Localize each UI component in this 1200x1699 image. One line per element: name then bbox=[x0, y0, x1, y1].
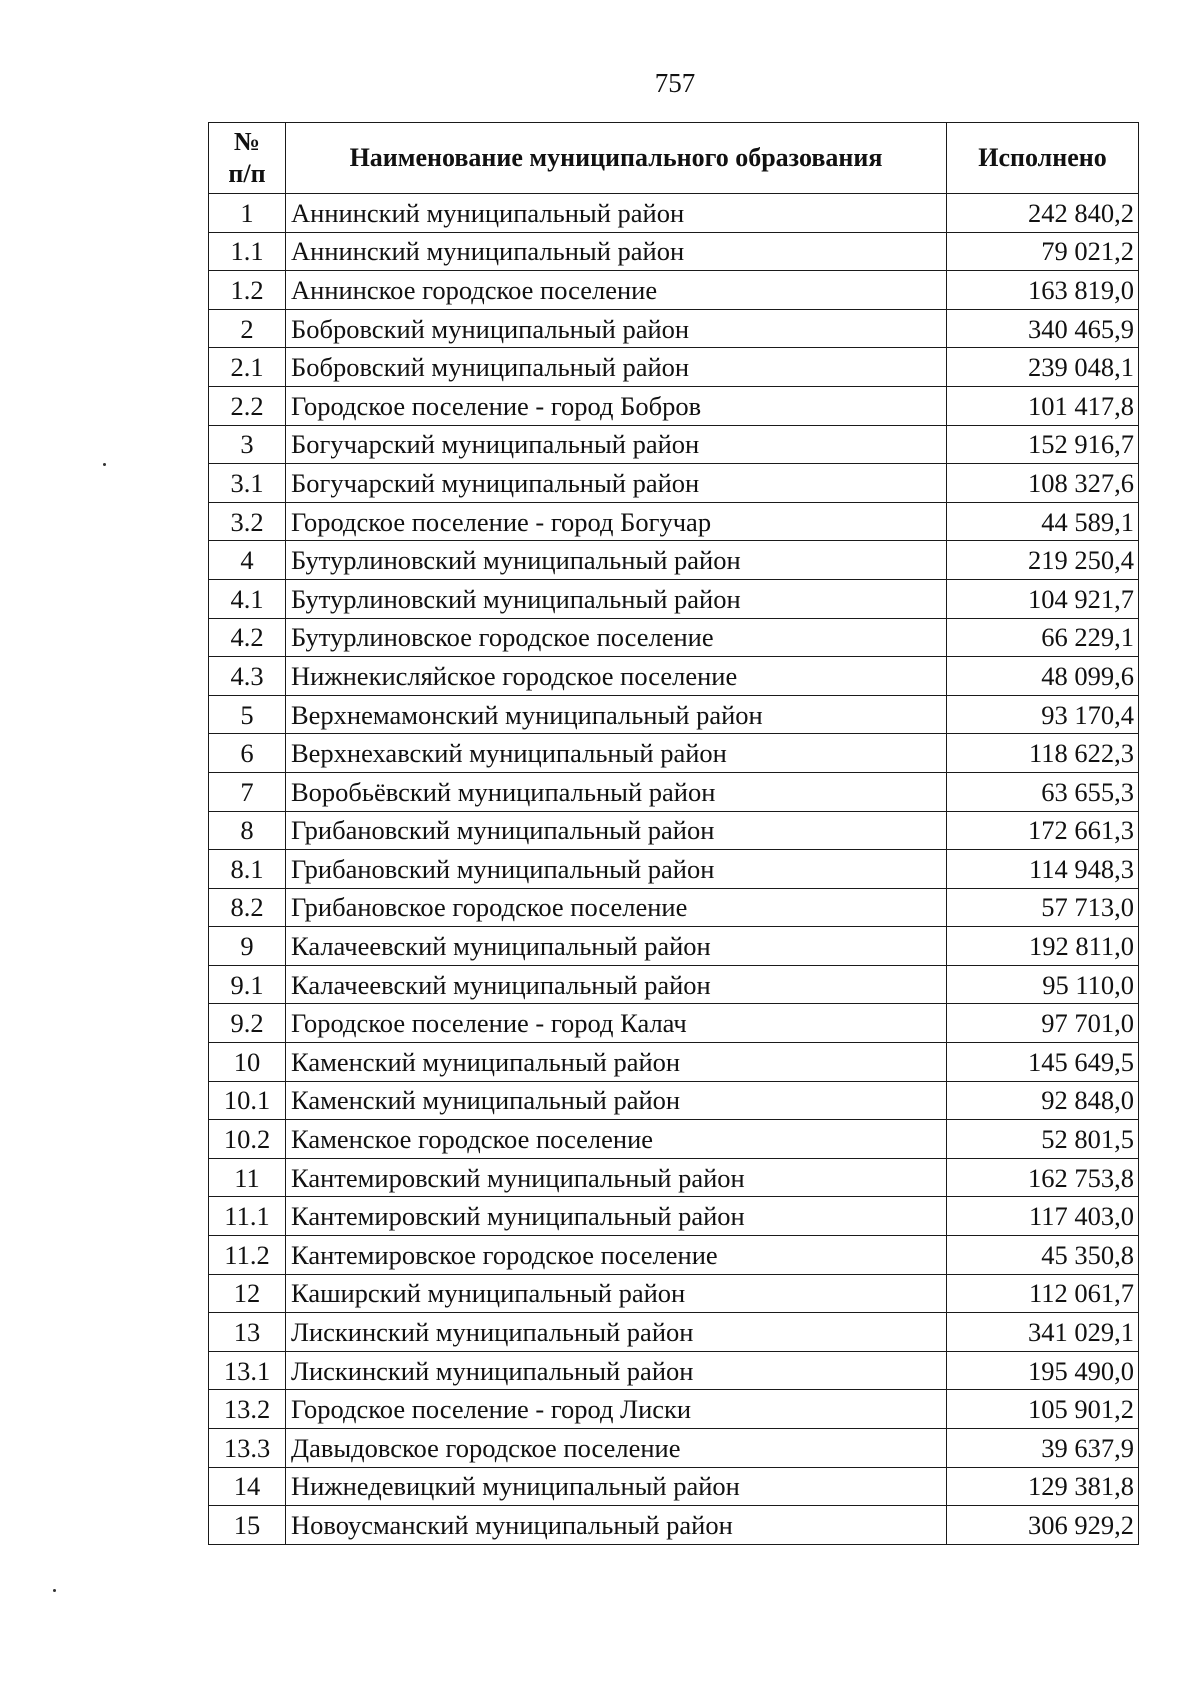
municipality-name: Воробьёвский муниципальный район bbox=[286, 772, 947, 811]
executed-amount: 66 229,1 bbox=[947, 618, 1139, 657]
executed-amount: 104 921,7 bbox=[947, 579, 1139, 618]
table-row bbox=[209, 1506, 1139, 1545]
executed-amount: 92 848,0 bbox=[947, 1081, 1139, 1120]
scan-speck bbox=[103, 463, 106, 466]
municipality-name: Аннинский муниципальный район bbox=[286, 232, 947, 271]
row-number: 10.2 bbox=[209, 1120, 286, 1159]
table-row bbox=[209, 1274, 1139, 1313]
table-row bbox=[209, 1197, 1139, 1236]
executed-amount: 195 490,0 bbox=[947, 1351, 1139, 1390]
executed-amount: 52 801,5 bbox=[947, 1120, 1139, 1159]
executed-amount: 63 655,3 bbox=[947, 772, 1139, 811]
executed-amount: 57 713,0 bbox=[947, 888, 1139, 927]
municipality-name: Грибановский муниципальный район bbox=[286, 850, 947, 889]
municipality-name: Городское поселение - город Лиски bbox=[286, 1390, 947, 1429]
municipality-name: Давыдовское городское поселение bbox=[286, 1429, 947, 1468]
executed-amount: 163 819,0 bbox=[947, 271, 1139, 310]
municipality-name: Верхнемамонский муниципальный район bbox=[286, 695, 947, 734]
table-row bbox=[209, 1390, 1139, 1429]
municipality-name: Каменский муниципальный район bbox=[286, 1081, 947, 1120]
executed-amount: 44 589,1 bbox=[947, 502, 1139, 541]
row-number: 1.2 bbox=[209, 271, 286, 310]
table-row bbox=[209, 850, 1139, 889]
row-number: 9 bbox=[209, 927, 286, 966]
row-number: 4.3 bbox=[209, 657, 286, 696]
header-name: Наименование муниципального образования bbox=[286, 123, 947, 194]
row-number: 3 bbox=[209, 425, 286, 464]
executed-amount: 93 170,4 bbox=[947, 695, 1139, 734]
table-row bbox=[209, 386, 1139, 425]
table-row bbox=[209, 734, 1139, 773]
municipality-name: Городское поселение - город Калач bbox=[286, 1004, 947, 1043]
municipality-name: Бутурлиновское городское поселение bbox=[286, 618, 947, 657]
row-number: 1 bbox=[209, 194, 286, 233]
municipality-name: Лискинский муниципальный район bbox=[286, 1313, 947, 1352]
municipality-name: Бутурлиновский муниципальный район bbox=[286, 579, 947, 618]
table-row bbox=[209, 811, 1139, 850]
municipality-name: Верхнехавский муниципальный район bbox=[286, 734, 947, 773]
table-row bbox=[209, 579, 1139, 618]
table-row bbox=[209, 194, 1139, 233]
executed-amount: 114 948,3 bbox=[947, 850, 1139, 889]
executed-amount: 117 403,0 bbox=[947, 1197, 1139, 1236]
executed-amount: 79 021,2 bbox=[947, 232, 1139, 271]
row-number: 13.2 bbox=[209, 1390, 286, 1429]
municipality-name: Каширский муниципальный район bbox=[286, 1274, 947, 1313]
municipality-name: Грибановское городское поселение bbox=[286, 888, 947, 927]
executed-amount: 105 901,2 bbox=[947, 1390, 1139, 1429]
table-row bbox=[209, 618, 1139, 657]
municipality-name: Бутурлиновский муниципальный район bbox=[286, 541, 947, 580]
municipality-name: Богучарский муниципальный район bbox=[286, 425, 947, 464]
municipality-name: Лискинский муниципальный район bbox=[286, 1351, 947, 1390]
municipality-name: Городское поселение - город Бобров bbox=[286, 386, 947, 425]
executed-amount: 172 661,3 bbox=[947, 811, 1139, 850]
executed-amount: 152 916,7 bbox=[947, 425, 1139, 464]
executed-amount: 192 811,0 bbox=[947, 927, 1139, 966]
executed-amount: 45 350,8 bbox=[947, 1236, 1139, 1275]
executed-amount: 118 622,3 bbox=[947, 734, 1139, 773]
row-number: 2.2 bbox=[209, 386, 286, 425]
executed-amount: 39 637,9 bbox=[947, 1429, 1139, 1468]
municipality-name: Бобровский муниципальный район bbox=[286, 309, 947, 348]
executed-amount: 340 465,9 bbox=[947, 309, 1139, 348]
row-number: 4.1 bbox=[209, 579, 286, 618]
executed-amount: 129 381,8 bbox=[947, 1467, 1139, 1506]
page-number: 757 bbox=[654, 68, 696, 98]
row-number: 11 bbox=[209, 1158, 286, 1197]
executed-amount: 162 753,8 bbox=[947, 1158, 1139, 1197]
row-number: 3.1 bbox=[209, 464, 286, 503]
row-number: 10 bbox=[209, 1043, 286, 1082]
table-row bbox=[209, 1004, 1139, 1043]
row-number: 4.2 bbox=[209, 618, 286, 657]
table-row bbox=[209, 695, 1139, 734]
executed-amount: 97 701,0 bbox=[947, 1004, 1139, 1043]
municipality-name: Кантемировский муниципальный район bbox=[286, 1197, 947, 1236]
table-row bbox=[209, 541, 1139, 580]
executed-amount: 219 250,4 bbox=[947, 541, 1139, 580]
table-row bbox=[209, 888, 1139, 927]
executed-amount: 95 110,0 bbox=[947, 965, 1139, 1004]
table-row bbox=[209, 1081, 1139, 1120]
table-row bbox=[209, 271, 1139, 310]
table-row bbox=[209, 1120, 1139, 1159]
municipality-name: Нижнекисляйское городское поселение bbox=[286, 657, 947, 696]
municipality-name: Кантемировское городское поселение bbox=[286, 1236, 947, 1275]
row-number: 13 bbox=[209, 1313, 286, 1352]
municipality-name: Бобровский муниципальный район bbox=[286, 348, 947, 387]
table-row bbox=[209, 1236, 1139, 1275]
row-number: 2 bbox=[209, 309, 286, 348]
executed-amount: 101 417,8 bbox=[947, 386, 1139, 425]
row-number: 13.1 bbox=[209, 1351, 286, 1390]
municipality-name: Городское поселение - город Богучар bbox=[286, 502, 947, 541]
municipality-name: Калачеевский муниципальный район bbox=[286, 965, 947, 1004]
row-number: 13.3 bbox=[209, 1429, 286, 1468]
table-row bbox=[209, 464, 1139, 503]
row-number: 6 bbox=[209, 734, 286, 773]
row-number: 8.1 bbox=[209, 850, 286, 889]
row-number: 14 bbox=[209, 1467, 286, 1506]
municipality-name: Каменский муниципальный район bbox=[286, 1043, 947, 1082]
header-number-abbr: п/п bbox=[228, 159, 266, 188]
row-number: 8.2 bbox=[209, 888, 286, 927]
table-row bbox=[209, 232, 1139, 271]
executed-amount: 145 649,5 bbox=[947, 1043, 1139, 1082]
executed-amount: 108 327,6 bbox=[947, 464, 1139, 503]
executed-amount: 239 048,1 bbox=[947, 348, 1139, 387]
municipality-name: Калачеевский муниципальный район bbox=[286, 927, 947, 966]
table-row bbox=[209, 657, 1139, 696]
municipality-name: Богучарский муниципальный район bbox=[286, 464, 947, 503]
municipality-name: Нижнедевицкий муниципальный район bbox=[286, 1467, 947, 1506]
table-body bbox=[209, 194, 1139, 1545]
row-number: 4 bbox=[209, 541, 286, 580]
header-value: Исполнено bbox=[947, 123, 1139, 194]
row-number: 11.2 bbox=[209, 1236, 286, 1275]
row-number: 5 bbox=[209, 695, 286, 734]
municipality-name: Каменское городское поселение bbox=[286, 1120, 947, 1159]
executed-amount: 112 061,7 bbox=[947, 1274, 1139, 1313]
row-number: 11.1 bbox=[209, 1197, 286, 1236]
executed-amount: 306 929,2 bbox=[947, 1506, 1139, 1545]
header-number-symbol: № bbox=[233, 127, 261, 156]
row-number: 3.2 bbox=[209, 502, 286, 541]
header-number bbox=[209, 123, 286, 194]
municipal-budget-table bbox=[208, 122, 1139, 1545]
table-row bbox=[209, 425, 1139, 464]
table-row bbox=[209, 502, 1139, 541]
executed-amount: 48 099,6 bbox=[947, 657, 1139, 696]
table-row bbox=[209, 1429, 1139, 1468]
table-row bbox=[209, 1351, 1139, 1390]
table-row bbox=[209, 309, 1139, 348]
table-row bbox=[209, 965, 1139, 1004]
row-number: 9.1 bbox=[209, 965, 286, 1004]
row-number: 10.1 bbox=[209, 1081, 286, 1120]
table-row bbox=[209, 927, 1139, 966]
table-row bbox=[209, 348, 1139, 387]
municipality-name: Аннинское городское поселение bbox=[286, 271, 947, 310]
row-number: 2.1 bbox=[209, 348, 286, 387]
table-row bbox=[209, 1313, 1139, 1352]
municipality-name: Новоусманский муниципальный район bbox=[286, 1506, 947, 1545]
row-number: 9.2 bbox=[209, 1004, 286, 1043]
municipality-name: Грибановский муниципальный район bbox=[286, 811, 947, 850]
executed-amount: 341 029,1 bbox=[947, 1313, 1139, 1352]
row-number: 7 bbox=[209, 772, 286, 811]
table-header-row bbox=[209, 123, 1139, 194]
table-row bbox=[209, 1467, 1139, 1506]
row-number: 15 bbox=[209, 1506, 286, 1545]
table-row bbox=[209, 772, 1139, 811]
row-number: 12 bbox=[209, 1274, 286, 1313]
municipality-name: Кантемировский муниципальный район bbox=[286, 1158, 947, 1197]
row-number: 8 bbox=[209, 811, 286, 850]
table-row bbox=[209, 1043, 1139, 1082]
scan-speck bbox=[53, 1589, 56, 1592]
table-row bbox=[209, 1158, 1139, 1197]
executed-amount: 242 840,2 bbox=[947, 194, 1139, 233]
row-number: 1.1 bbox=[209, 232, 286, 271]
municipality-name: Аннинский муниципальный район bbox=[286, 194, 947, 233]
